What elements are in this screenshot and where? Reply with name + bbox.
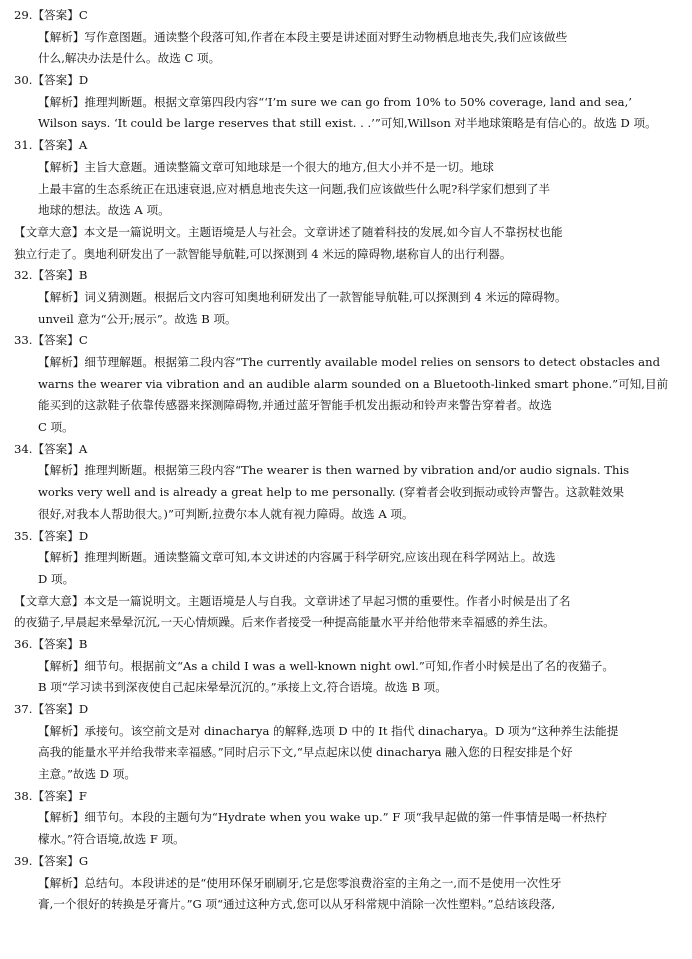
explanation-line: unveil 意为“公开;展示”。故选 B 项。 <box>38 311 237 326</box>
explanation-line: B 项“学习读书到深夜使自己起床晕晕沉沉的。”承接上文,符合语境。故选 B 项。 <box>38 680 447 695</box>
explanation-line: 上最丰富的生态系统正在迅速衰退,应对栖息地丧失这一问题,我们应该做些什么呢?科学家们想到了半 <box>38 181 551 196</box>
explanation-line: Wilson says. ‘It could be large reserves that still exist. . .’”可知,Willson 对半地球策略是有信心的。故选 D 项。 <box>38 116 657 131</box>
explanation-line: 【解析】细节句。本段的主题句为“Hydrate when you wake up.” F 项“我早起做的第一件事情是喝一杯热柠 <box>38 810 608 825</box>
explanation-line: 【解析】总结句。本段讲述的是“使用环保牙刷刷牙,它是您零浪费浴室的主角之一,而不是使用一次性牙 <box>38 875 562 890</box>
explanation-line: 【解析】承接句。该空前文是对 dinacharya 的解释,选项 D 中的 It 指代 dinacharya。D 项为“这种养生法能提 <box>38 723 619 738</box>
answer-line: 37.【答案】D <box>14 702 89 716</box>
answer-line: 29.【答案】C <box>14 8 88 22</box>
explanation-line: 【解析】细节句。根据前文“As a child I was a well-known night owl.”可知,作者小时候是出了名的夜猫子。 <box>38 658 614 673</box>
answer-line: 【文章大意】本文是一篇说明文。主题语境是人与社会。文章讲述了随着科技的发展,如今盲人不靠拐杖也能 <box>14 224 563 239</box>
explanation-line: warns the wearer via vibration and an audible alarm sounded on a Bluetooth-linked smart phone.”可知,目前 <box>38 376 669 391</box>
answer-line: 31.【答案】A <box>14 138 88 153</box>
explanation-line: 【解析】词义猜测题。根据后文内容可知奥地利研发出了一款智能导航鞋,可以探测到 4 米远的障碍物。 <box>38 289 567 304</box>
explanation-line: 【解析】推理判断题。根据第三段内容“The wearer is then warned by vibration and/or audio signals. This <box>38 463 630 478</box>
answer-line: 39.【答案】G <box>14 853 89 868</box>
explanation-line: 檬水。”符合语境,故选 F 项。 <box>38 832 185 847</box>
answer-line: 34.【答案】A <box>14 441 88 456</box>
answer-line: 32.【答案】B <box>14 268 88 283</box>
answer-line: 的夜猫子,早晨起来晕晕沉沉,一天心情烦躁。后来作者接受一种提高能量水平并给他带来幸福感的养生法。 <box>14 615 555 630</box>
explanation-line: D 项。 <box>38 571 75 586</box>
answer-line: 33.【答案】C <box>14 333 88 348</box>
explanation-line: 【解析】推理判断题。通读整篇文章可知,本文讲述的内容属于科学研究,应该出现在科学网站上。故选 <box>38 550 556 565</box>
answer-line: 36.【答案】B <box>14 636 88 651</box>
explanation-line: 高我的能量水平并给我带来幸福感。”同时启示下文,“早点起床以使 dinacharya 融入您的日程安排是个好 <box>38 745 573 760</box>
answer-line: 38.【答案】F <box>14 788 87 803</box>
answer-line: 35.【答案】D <box>14 528 89 543</box>
explanation-line: 膏,一个很好的转换是牙膏片。”G 项“通过这种方式,您可以从牙科常规中消除一次性塑料。”总结该段落, <box>38 897 556 912</box>
explanation-line: 【解析】写作意图题。通读整个段落可知,作者在本段主要是讲述面对野生动物栖息地丧失,我们应该做些 <box>38 29 568 44</box>
answer-line: 30.【答案】D <box>14 73 89 88</box>
explanation-line: 主意。”故选 D 项。 <box>38 767 136 782</box>
explanation-line: 能买到的这款鞋子依靠传感器来探测障碍物,并通过蓝牙智能手机发出振动和铃声来警告穿着者。故选 <box>38 398 552 413</box>
explanation-line: C 项。 <box>38 420 74 435</box>
answer-line: 【文章大意】本文是一篇说明文。主题语境是人与自我。文章讲述了早起习惯的重要性。作者小时候是出了名 <box>14 593 571 608</box>
answer-line: 独立行走了。奥地利研发出了一款智能导航鞋,可以探测到 4 米远的障碍物,堪称盲人的出行利器。 <box>14 246 512 261</box>
explanation-line: 【解析】细节理解题。根据第二段内容“The currently available model relies on sensors to detect obstacles and <box>38 355 660 369</box>
explanation-line: 【解析】主旨大意题。通读整篇文章可知地球是一个很大的地方,但大小并不是一切。地球 <box>38 159 494 174</box>
explanation-line: 很好,对我本人帮助很大。)”可判断,拉费尔本人就有视力障碍。故选 A 项。 <box>38 506 414 521</box>
explanation-line: 【解析】推理判断题。根据文章第四段内容“‘I’m sure we can go from 10% to 50% coverage, land and sea,’ <box>38 94 632 109</box>
explanation-line: 什么,解决办法是什么。故选 C 项。 <box>38 51 221 66</box>
explanation-line: 地球的想法。故选 A 项。 <box>38 203 170 218</box>
explanation-line: works very well and is already a great help to me personally. (穿着者会收到振动或铃声警告。这款鞋效果 <box>38 485 625 500</box>
